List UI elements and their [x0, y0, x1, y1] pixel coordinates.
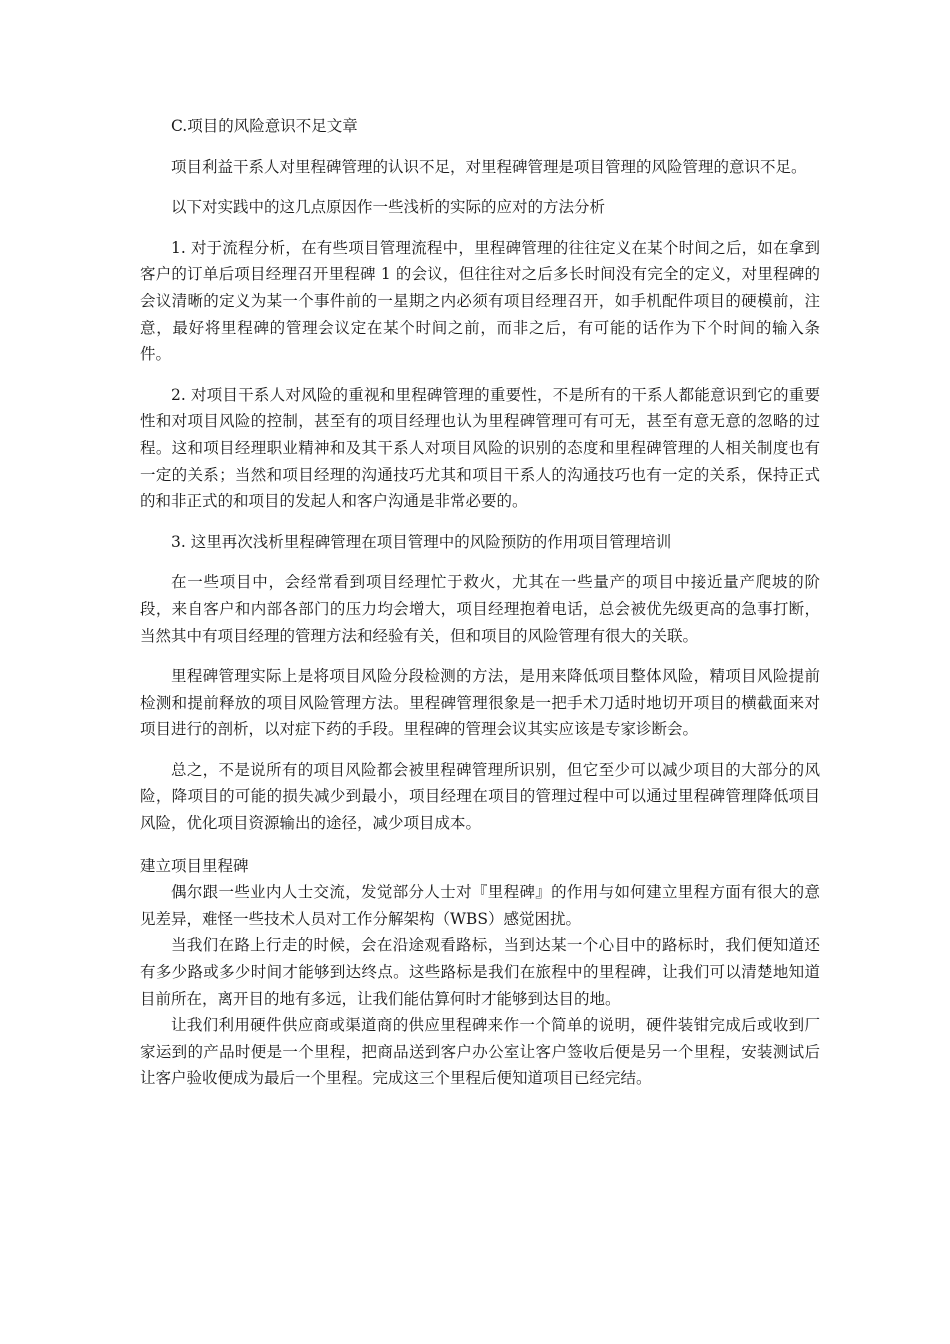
- paragraph-firefighting: 在一些项目中，会经常看到项目经理忙于救火，尤其在一些量产的项目中接近量产爬坡的阶段，来自客户和内部各部门的压力均会增大，项目经理抱着电话，总会被优先级更高的急事打断，当然其中有项目经理的管理方法和经验有关，但和项目的风险管理有很大的关联。: [140, 573, 820, 645]
- paragraph-risk-heading: C.项目的风险意识不足文章: [171, 117, 358, 135]
- paragraph-analysis-intro: 以下对实践中的这几点原因作一些浅析的实际的应对的方法分析: [171, 198, 606, 217]
- paragraph-point-2: 2. 对项目干系人对风险的重视和里程碑管理的重要性，不是所有的干系人都能意识到它的重要性和对项目风险的控制，甚至有的项目经理也认为里程碑管理可有可无，甚至有意无意的忽略的过程。这和项目经理职业精神和及其干系人对项目风险的识别的态度和里程碑管理的人相关制度也有一定的关系；当然和项目经理的沟通技巧尤其和项目干系人的沟通技巧也有一定的关系，保持正式的和非正式的和项目的发起人和客户沟通是非常必要的。: [140, 385, 820, 511]
- section-paragraph-3: 让我们利用硬件供应商或渠道商的供应里程碑来作一个简单的说明，硬件装钳完成后或收到厂家运到的产品时便是一个里程，把商品送到客户办公室让客户签收后便是另一个里程，安装测试后让客户验收便成为最后一个里程。完成这三个里程后便知道项目已经完结。: [140, 1016, 820, 1088]
- section-paragraph-2: 当我们在路上行走的时候，会在沿途观看路标，当到达某一个心目中的路标时，我们便知道还有多少路或多少时间才能够到达终点。这些路标是我们在旅程中的里程碑，让我们可以清楚地知道目前所在，离开目的地有多远，让我们能估算何时才能够到达目的地。: [140, 936, 820, 1008]
- paragraph-point-1: 1. 对于流程分析，在有些项目管理流程中，里程碑管理的往往定义在某个时间之后，如在拿到客户的订单后项目经理召开里程碑 1 的会议，但往往对之后多长时间没有完全的定义，对里程碑的会议清晰的定义为某一个事件前的一星期之内必须有项目经理召开，如手机配件项目的硬模前，注意，最好将里程碑的管理会议定在某个时间之前，而非之后，有可能的话作为下个时间的输入条件。: [140, 238, 820, 364]
- section-title: 建立项目里程碑: [140, 856, 249, 875]
- paragraph-point-3: 3. 这里再次浅析里程碑管理在项目管理中的风险预防的作用项目管理培训: [171, 532, 672, 551]
- section-paragraph-1: 偶尔跟一些业内人士交流，发觉部分人士对『里程碑』的作用与如何建立里程方面有很大的意见差异，难怪一些技术人员对工作分解架构（WBS）感觉困扰。: [140, 883, 820, 928]
- paragraph-conclusion: 总之，不是说所有的项目风险都会被里程碑管理所识别，但它至少可以减少项目的大部分的风险，降项目的可能的损失减少到最小，项目经理在项目的管理过程中可以通过里程碑管理降低项目风险，优化项目资源输出的途径，减少项目成本。: [140, 760, 820, 833]
- document-body: [140, 113, 820, 1092]
- paragraph-milestone-method: 里程碑管理实际上是将项目风险分段检测的方法，是用来降低项目整体风险，精项目风险提前检测和提前释放的项目风险管理方法。里程碑管理很象是一把手术刀适时地切开项目的横截面来对项目进行的剖析，以对症下药的手段。里程碑的管理会议其实应该是专家诊断会。: [140, 667, 820, 739]
- paragraph-risk-awareness: 项目利益干系人对里程碑管理的认识不足，对里程碑管理是项目管理的风险管理的意识不足。: [171, 157, 807, 176]
